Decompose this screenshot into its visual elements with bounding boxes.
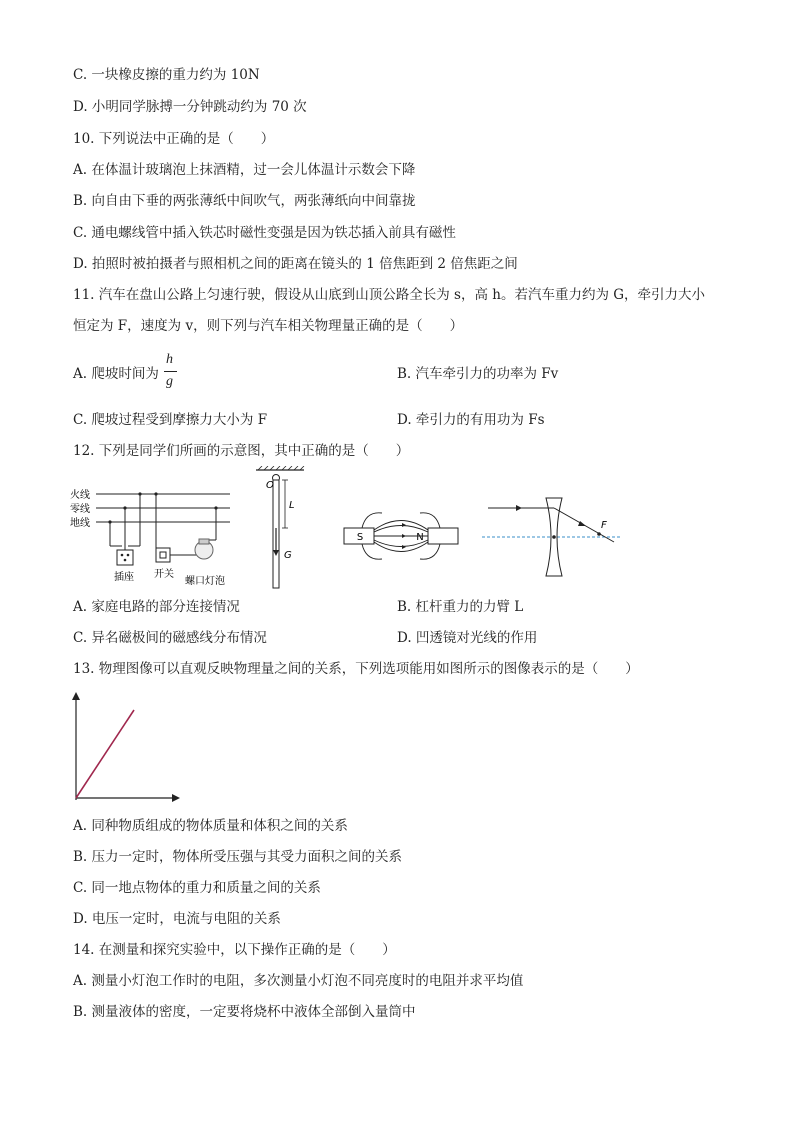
q11-option-a: A. 爬坡时间为	[73, 366, 159, 382]
q13-option-c: C. 同一地点物体的重力和质量之间的关系	[73, 880, 321, 896]
gravity-label: G	[284, 550, 292, 561]
lever-figure	[256, 466, 306, 590]
socket-label: 插座	[114, 572, 134, 583]
q11-stem-line1: 11. 汽车在盘山公路上匀速行驶，假设从山底到山顶公路全长为 s，高 h。若汽车重力约为 G，牵引力大小	[73, 287, 706, 303]
q13-option-a: A. 同种物质组成的物体质量和体积之间的关系	[73, 818, 348, 834]
ground-wire-label: 地线	[70, 518, 90, 529]
q9-option-d: D. 小明同学脉搏一分钟跳动约为 70 次	[73, 99, 307, 115]
switch-icon	[156, 548, 170, 562]
q14-stem: 14. 在测量和探究实验中，以下操作正确的是（ ）	[73, 942, 396, 958]
q10-stem: 10. 下列说法中正确的是（ ）	[73, 131, 275, 147]
neutral-wire-label: 零线	[70, 504, 90, 515]
magnetic-field-figure	[342, 509, 460, 563]
q12-option-b: B. 杠杆重力的力臂 L	[397, 599, 524, 615]
q11-option-b: B. 汽车牵引力的功率为 Fv	[397, 366, 559, 382]
concave-lens-figure	[482, 496, 622, 578]
household-circuit-figure	[70, 484, 236, 588]
q10-option-d: D. 拍照时被拍摄者与照相机之间的距离在镜头的 1 倍焦距到 2 倍焦距之间	[73, 256, 518, 272]
q13-stem: 13. 物理图像可以直观反映物理量之间的关系，下列选项能用如图所示的图像表示的是（ ）	[73, 661, 639, 677]
q14-option-b: B. 测量液体的密度，一定要将烧杯中液体全部倒入量筒中	[73, 1004, 416, 1020]
q11-option-d: D. 牵引力的有用功为 Fs	[397, 412, 545, 428]
focus-label: F	[601, 520, 607, 531]
q11-option-c: C. 爬坡过程受到摩擦力大小为 F	[73, 412, 268, 428]
q13-option-d: D. 电压一定时，电流与电阻的关系	[73, 911, 281, 927]
south-pole-label: S	[356, 532, 364, 543]
q12-option-d: D. 凹透镜对光线的作用	[397, 630, 538, 646]
live-wire-label: 火线	[70, 490, 90, 501]
socket-icon	[117, 550, 133, 565]
q12-option-a: A. 家庭电路的部分连接情况	[73, 599, 240, 615]
q13-option-b: B. 压力一定时，物体所受压强与其受力面积之间的关系	[73, 849, 403, 865]
q12-option-c: C. 异名磁极间的磁感线分布情况	[73, 630, 267, 646]
q9-option-c: C. 一块橡皮擦的重力约为 10N	[73, 67, 260, 83]
north-pole-label: N	[416, 532, 424, 543]
proportional-graph	[68, 690, 184, 804]
q10-option-b: B. 向自由下垂的两张薄纸中间吹气，两张薄纸向中间靠拢	[73, 193, 416, 209]
pivot-label: O	[266, 480, 274, 491]
q11-stem-line2: 恒定为 F，速度为 v，则下列与汽车相关物理量正确的是（ ）	[73, 318, 464, 334]
graph-line	[76, 710, 134, 798]
bulb-label: 螺口灯泡	[185, 576, 225, 587]
switch-label: 开关	[154, 569, 174, 580]
fraction-numerator: h	[166, 352, 173, 367]
q10-option-a: A. 在体温计玻璃泡上抹酒精，过一会儿体温计示数会下降	[73, 162, 416, 178]
q12-stem: 12. 下列是同学们所画的示意图，其中正确的是（ ）	[73, 443, 410, 459]
arm-label: L	[289, 500, 295, 511]
q10-option-c: C. 通电螺线管中插入铁芯时磁性变强是因为铁芯插入前具有磁性	[73, 225, 456, 241]
fraction-denominator: g	[166, 374, 173, 389]
fraction-bar	[164, 371, 177, 372]
q14-option-a: A. 测量小灯泡工作时的电阻，多次测量小灯泡不同亮度时的电阻并求平均值	[73, 973, 524, 989]
